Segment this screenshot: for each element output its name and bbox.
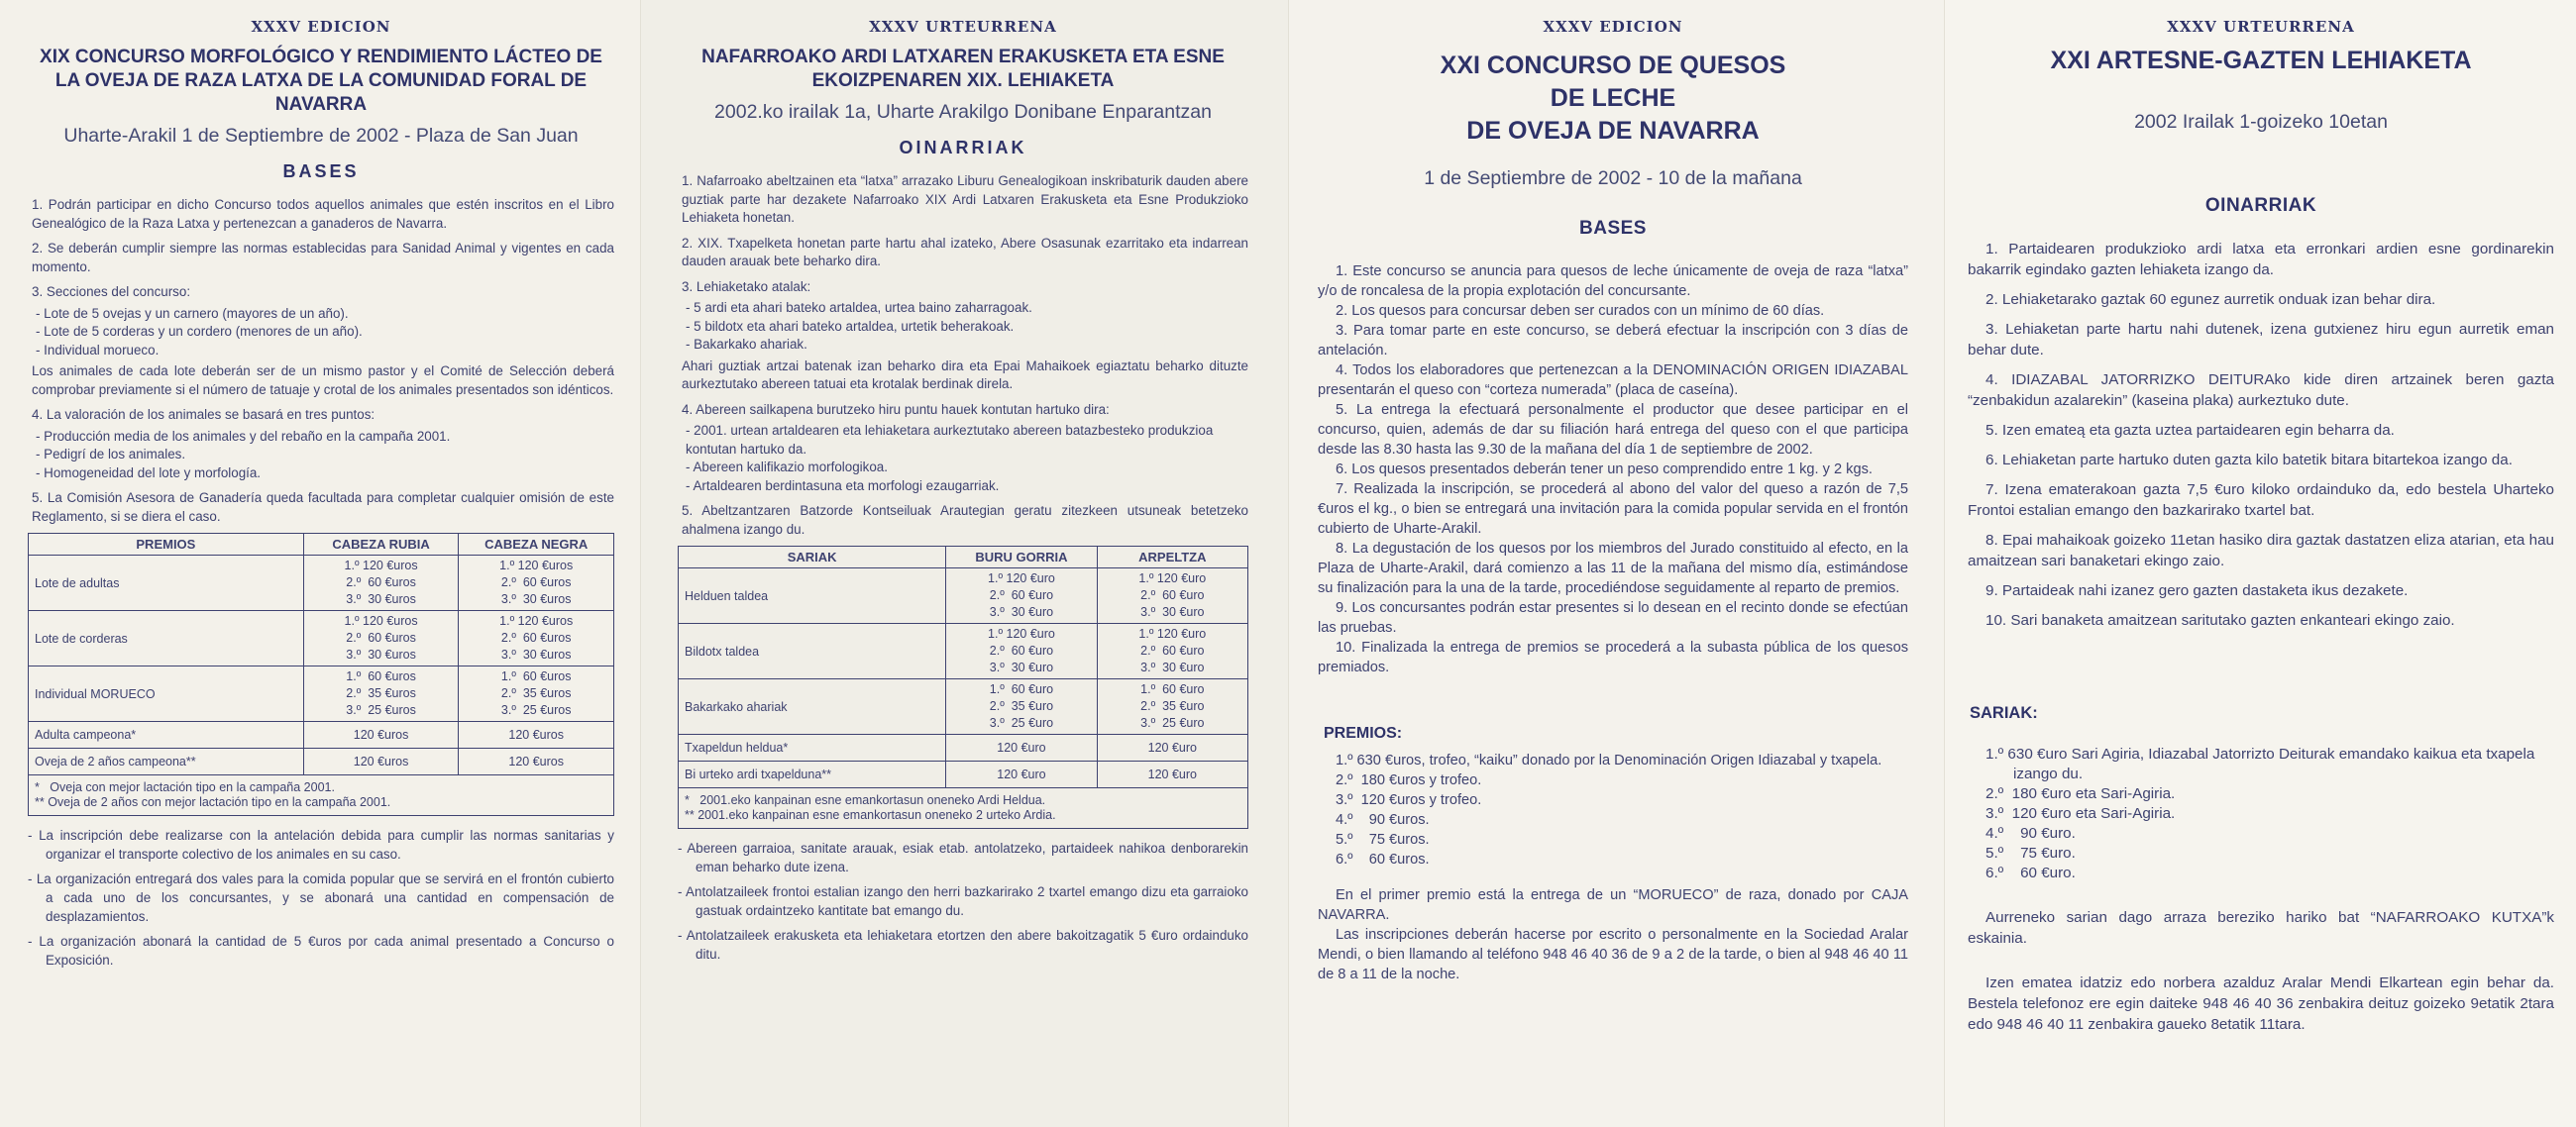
rule-note: Los animales de cada lote deberán ser de un mismo pastor y el Comité de Selección deberá comprobar previamente si el número de tatuaje y crotal de los animales presentados son idénticos. <box>32 363 614 397</box>
sari-item: 4.º 90 €uro. <box>1986 825 2076 842</box>
prize-amount: 120 €uro <box>1097 735 1247 762</box>
sub-item: - Producción media de los animales y del rebaño en la campaña 2001. <box>36 428 451 444</box>
prize-amount: 120 €uro <box>946 735 1097 762</box>
rule-item: 2. Lehiaketarako gaztak 60 egunez aurretik onduak izan behar dira. <box>1986 291 2436 308</box>
sariak-heading: SARIAK: <box>1970 704 2038 722</box>
note-item: - Abereen garraioa, sanitate arauak, esiak etab. antolatzeko, partaideek nahikoa denborarekin eman beharko dute izena. <box>678 841 1248 874</box>
panel-basque-gazta <box>1944 0 2576 1127</box>
rule-item: 8. Epai mahaikoak goizeko 11etan hasiko dira gaztak dastatzen eliza atarian, eta hau amaitzean sari banaketari ekingo zaio. <box>1968 532 2554 569</box>
table-row <box>679 762 1248 788</box>
rule-note: Ahari guztiak artzai batenak izan beharko dira eta Epai Mahaikoek egiaztatu beharko dituzte aurkeztutako abereen tatuai eta krotalak berdinak direla. <box>682 358 1248 391</box>
table-header: PREMIOS <box>29 534 304 556</box>
panel-title: NAFARROAKO ARDI LATXAREN ERAKUSKETA ETA ESNE EKOIZPENAREN XIX. LEHIAKETA <box>701 47 1225 91</box>
rule-item: 9. Los concursantes podrán estar presentes si lo desean en el recinto donde se efectúan las pruebas. <box>1318 600 1908 636</box>
table-footnote: * 2001.eko kanpainan esne emankortasun oneneko Ardi Heldua. ** 2001.eko kanpainan esne emankortasun oneneko 2 urteko Ardia. <box>679 788 1248 829</box>
rule-item: 1. Nafarroako abeltzainen eta “latxa” arrazako Liburu Genealogikoan inskribaturik dauden abere guztiak parte har dezakete Nafarroako XIX Ardi Latxaren Erakusketa eta Esne Produkzioko Lehiaketa honetan. <box>682 173 1248 225</box>
table-footnote: * Oveja con mejor lactación tipo en la campaña 2001. ** Oveja de 2 años con mejor lactación tipo en la campaña 2001. <box>29 775 614 816</box>
sari-item: 5.º 75 €uro. <box>1986 845 2076 862</box>
prize-amount: 1.º 120 €uros 2.º 60 €uros 3.º 30 €uros <box>303 611 459 666</box>
rule-item: 2. Los quesos para concursar deben ser curados con un mínimo de 60 días. <box>1336 303 1825 319</box>
rule-item: 4. Abereen sailkapena burutzeko hiru puntu hauek kontutan hartuko dira: - 2001. urtean artaldearen eta lehiaketara aurkeztutako abereen batazbesteko produkzioa kontutan hartuko da. - Abereen kalifikazio morfologikoa. - Artaldearen berdintasuna eta morfologi ezaugarriak. <box>678 401 1248 496</box>
rule-item: 3. Lehiaketako atalak: - 5 ardi eta ahari bateko artaldea, urtea baino zaharragoak. - 5 bildotx eta ahari bateko artaldea, urtetik beherakoak. - Bakarkako ahariak. Ahari guztiak artzai batenak izan beharko dira eta Epai Mahaikoek egiaztatu beharko dituzte aurkeztutako abereen tatuai eta krotalak berdinak direla. <box>678 278 1248 394</box>
prize-category: Bildotx taldea <box>679 624 946 679</box>
panel-title: XIX CONCURSO MORFOLÓGICO Y RENDIMIENTO LÁCTEO DE LA OVEJA DE RAZA LATXA DE LA COMUNIDAD FORAL DE NAVARRA <box>40 47 602 115</box>
prize-category: Lote de corderas <box>29 611 304 666</box>
prize-amount: 1.º 120 €uro 2.º 60 €uro 3.º 30 €uro <box>946 624 1097 679</box>
panel-title <box>1318 50 1908 148</box>
prize-category: Individual MORUECO <box>29 666 304 722</box>
table-row <box>29 722 614 749</box>
rule-item: 3. Para tomar parte en este concurso, se deberá efectuar la inscripción con 3 días de antelación. <box>1318 323 1908 359</box>
panel-title: XXI ARTESNE-GAZTEN LEHIAKETA <box>2050 47 2472 74</box>
rule-item: 3. Secciones del concurso: - Lote de 5 ovejas y un carnero (mayores de un año). - Lote de 5 corderas y un cordero (menores de un año). - Individual morueco. Los animales de cada lote deberán ser de un mismo pastor y el Comité de Selección deberá comprobar previamente si el número de tatuaje y crotal de los animales presentados son idénticos. <box>28 283 614 399</box>
rules-list <box>1318 261 1908 677</box>
prize-amount: 1.º 60 €uros 2.º 35 €uros 3.º 25 €uros <box>303 666 459 722</box>
prize-amount: 1.º 60 €uro 2.º 35 €uro 3.º 25 €uro <box>1097 679 1247 735</box>
prize-amount: 1.º 120 €uros 2.º 60 €uros 3.º 30 €uros <box>459 556 614 611</box>
prize-category: Helduen taldea <box>679 568 946 624</box>
table-header: BURU GORRIA <box>946 547 1097 568</box>
table-header: ARPELTZA <box>1097 547 1247 568</box>
sari-item: 1.º 630 €uro Sari Agiria, Idiazabal Jatorrizto Deiturak emandako kaikua eta txapela izango du. <box>1986 746 2535 782</box>
sub-item: - Lote de 5 ovejas y un carnero (mayores de un año). <box>36 305 349 321</box>
premio-item: 6.º 60 €uros. <box>1336 852 1430 868</box>
premio-item: 5.º 75 €uros. <box>1336 832 1430 848</box>
rule-item: 7. Realizada la inscripción, se procederá al abono del valor del queso a razón de 7,5 €uros el kg., o bien se entregará una invitación para la comida popular servida en el frontón cubierto de Uharte-Arakil. <box>1318 481 1908 537</box>
sub-item: - Pedigrí de los animales. <box>36 447 186 461</box>
prize-amount: 1.º 120 €uros 2.º 60 €uros 3.º 30 €uros <box>459 611 614 666</box>
table-row <box>679 735 1248 762</box>
panel-spanish-concurso <box>0 0 640 1127</box>
premio-item: 3.º 120 €uros y trofeo. <box>1336 792 1482 808</box>
panel-subtitle: Uharte-Arakil 1 de Septiembre de 2002 - Plaza de San Juan <box>63 125 579 147</box>
prize-amount: 1.º 60 €uro 2.º 35 €uro 3.º 25 €uro <box>946 679 1097 735</box>
paragraph: Izen ematea idatziz edo norbera azalduz Aralar Mendi Elkartean egin behar da. Bestela telefonoz ere egin daiteke 948 46 40 36 zenbakira deituz goizeko 9etatik 2tara edo 948 46 40 11 zenbakira gaueko 8etatik 11tara. <box>1968 974 2554 1033</box>
sub-item: - Homogeneidad del lote y morfología. <box>36 464 262 480</box>
sub-list <box>682 299 1248 355</box>
rule-item: 6. Los quesos presentados deberán tener un peso comprendido entre 1 kg. y 2 kgs. <box>1336 461 1873 477</box>
table-row <box>29 775 614 816</box>
section-heading: BASES <box>282 161 360 181</box>
rule-item: 10. Sari banaketa amaitzean saritutako gazten enkanteari ekingo zaio. <box>1986 612 2455 629</box>
prize-amount: 120 €uros <box>303 722 459 749</box>
panel-basque-erakusketa <box>640 0 1288 1127</box>
panel-subtitle: 2002 Irailak 1-goizeko 10etan <box>2134 111 2388 133</box>
table-row <box>679 788 1248 829</box>
rule-item: 5. Izen emateą eta gazta uztea partaidearen egin beharra da. <box>1986 422 2395 439</box>
prize-category: Bi urteko ardi txapelduna** <box>679 762 946 788</box>
table-header: CABEZA RUBIA <box>303 534 459 556</box>
prize-amount: 120 €uros <box>459 749 614 775</box>
edition-label: XXXV URTEURRENA <box>869 18 1057 36</box>
rule-item: 1. Este concurso se anuncia para quesos de leche únicamente de oveja de raza “latxa” y/o de roncalesa de la propia explotación del concursante. <box>1318 263 1908 299</box>
sub-list <box>682 422 1248 495</box>
prize-amount: 1.º 120 €uros 2.º 60 €uros 3.º 30 €uros <box>303 556 459 611</box>
panel-spanish-quesos <box>1288 0 1944 1127</box>
title-line: XXI CONCURSO DE QUESOS <box>1440 51 1786 79</box>
extra-notes <box>678 839 1248 964</box>
sub-item: - 5 bildotx eta ahari bateko artaldea, urtetik beherakoak. <box>686 318 1015 334</box>
title-line: DE LECHE <box>1550 84 1676 112</box>
prize-amount: 1.º 120 €uro 2.º 60 €uro 3.º 30 €uro <box>1097 568 1247 624</box>
rule-item: 6. Lehiaketan parte hartuko duten gazta kilo batetik bitara bitartekoa izango da. <box>1986 452 2513 468</box>
note-item: - Antolatzaileek frontoi estalian izango den herri bazkarirako 2 txartel emango dizu eta garraioko gastuak ordaintzeko kantitate bat emango du. <box>678 884 1248 918</box>
premios-list <box>1318 751 1908 870</box>
sariak-list <box>1968 745 2554 883</box>
prize-category: Adulta campeona* <box>29 722 304 749</box>
prize-category: Txapeldun heldua* <box>679 735 946 762</box>
sub-item: - Lote de 5 corderas y un cordero (menores de un año). <box>36 324 363 339</box>
premios-heading: PREMIOS: <box>1324 725 1403 742</box>
sub-item: - Artaldearen berdintasuna eta morfologi ezaugarriak. <box>686 477 1000 493</box>
sub-list <box>32 305 614 360</box>
note-item: - La inscripción debe realizarse con la antelación debida para cumplir las normas sanitarias y organizar el transporte colectivo de los animales en su caso. <box>28 828 614 862</box>
rule-item: 2. XIX. Txapelketa honetan parte hartu ahal izateko, Abere Osasunak ezarritako eta indarrean dauden arauak bete beharko dira. <box>682 235 1248 268</box>
section-heading: BASES <box>1579 218 1647 239</box>
rules-list <box>678 172 1248 539</box>
edition-label: XXXV EDICION <box>1543 18 1683 36</box>
paragraph: En el primer premio está la entrega de un “MORUECO” de raza, donado por CAJA NAVARRA. <box>1318 887 1908 923</box>
premio-item: 4.º 90 €uros. <box>1336 812 1430 828</box>
prize-amount: 120 €uros <box>459 722 614 749</box>
prizes-table <box>678 546 1248 829</box>
prize-category: Lote de adultas <box>29 556 304 611</box>
rules-list <box>28 196 614 526</box>
rule-item: 7. Izena ematerakoan gazta 7,5 €uro kiloko ordainduko da, edo bestela Uharteko Frontoi estalian emango den bazkarirako txartel bat. <box>1968 481 2554 519</box>
prize-amount: 1.º 120 €uro 2.º 60 €uro 3.º 30 €uro <box>1097 624 1247 679</box>
fold-line <box>640 0 641 1127</box>
sub-item: - 2001. urtean artaldearen eta lehiaketara aurkeztutako abereen batazbesteko produkzioa kontutan hartuko da. <box>686 423 1214 457</box>
table-header: SARIAK <box>679 547 946 568</box>
prize-category: Oveja de 2 años campeona** <box>29 749 304 775</box>
rule-item: 1. Podrán participar en dicho Concurso todos aquellos animales que estén inscritos en el Libro Genealógico de la Raza Latxa y pertenezcan a ganaderos de Navarra. <box>32 197 614 231</box>
rule-item: 3. Lehiaketan parte hartu nahi dutenek, izena gutxienez hiru egun aurretik eman behar dute. <box>1968 321 2554 359</box>
paragraph: Las inscripciones deberán hacerse por escrito o personalmente en la Sociedad Aralar Mendi, o bien llamando al teléfono 948 46 40 36 de 9 a 2 de la tarde, o bien al 948 46 40 11 de 8 a 11 de la noche. <box>1318 927 1908 982</box>
rule-item: 5. La entrega la efectuará personalmente el productor que desee participar en el concurso, quien, además de dar su filiación hará entrega del queso con el que participa desde las 8.30 hasta las 9.30 de la mañana del día 1 de septiembre de 2002. <box>1318 402 1908 458</box>
rule-item: 4. La valoración de los animales se basará en tres puntos: - Producción media de los animales y del rebaño en la campaña 2001. - Pedigrí de los animales. - Homogeneidad del lote y morfología. <box>28 406 614 482</box>
prize-amount: 120 €uros <box>303 749 459 775</box>
table-row <box>679 624 1248 679</box>
panel-subtitle: 1 de Septiembre de 2002 - 10 de la mañana <box>1424 167 1802 189</box>
table-row <box>29 556 614 611</box>
prize-amount: 1.º 60 €uros 2.º 35 €uros 3.º 25 €uros <box>459 666 614 722</box>
sub-item: - Individual morueco. <box>36 342 160 358</box>
rules-list <box>1968 239 2554 631</box>
prizes-table <box>28 533 614 816</box>
rule-item: 8. La degustación de los quesos por los miembros del Jurado constituido al efecto, en la Plaza de Uharte-Arakil, dará comienzo a las 11 de la mañana del mismo día, estimándose su finalización para la una de la tarde, procediéndose seguidamente al reparto de premios. <box>1318 541 1908 596</box>
table-row <box>679 679 1248 735</box>
prize-amount: 120 €uro <box>1097 762 1247 788</box>
sari-item: 3.º 120 €uro eta Sari-Agiria. <box>1986 805 2176 822</box>
table-row <box>679 568 1248 624</box>
panel-subtitle: 2002.ko irailak 1a, Uharte Arakilgo Donibane Enparantzan <box>714 101 1212 123</box>
rule-item: 9. Partaideak nahi izanez gero gazten dastaketa ikus dezakete. <box>1986 582 2409 599</box>
sari-item: 2.º 180 €uro eta Sari-Agiria. <box>1986 785 2176 802</box>
table-row <box>29 666 614 722</box>
rule-item: 5. La Comisión Asesora de Ganadería queda facultada para completar cualquier omisión de este Reglamento, si se diera el caso. <box>32 490 614 524</box>
section-heading: OINARRIAK <box>2204 195 2317 216</box>
section-heading: OINARRIAK <box>899 138 1027 157</box>
table-row <box>29 749 614 775</box>
title-line: DE OVEJA DE NAVARRA <box>1466 117 1760 145</box>
sub-item: - 5 ardi eta ahari bateko artaldea, urtea baino zaharragoak. <box>686 300 1032 315</box>
extra-notes <box>28 826 614 970</box>
prize-amount: 120 €uro <box>946 762 1097 788</box>
note-item: - La organización abonará la cantidad de 5 €uros por cada animal presentado a Concurso o Exposición. <box>28 934 614 968</box>
rule-item: 5. Abeltzantzaren Batzorde Kontseiluak Arautegian geratu zitezkeen utsuneak betetzeko ahalmena izango du. <box>682 503 1248 537</box>
sub-item: - Abereen kalifikazio morfologikoa. <box>686 460 888 474</box>
rule-item: 4. IDIAZABAL JATORRIZKO DEITURAko kide diren artzainek beren gazta “zenbakidun azalarekin” (kaseina plaka) aurkeztuko dute. <box>1968 371 2554 409</box>
rule-item: 1. Partaidearen produkzioko ardi latxa eta erronkari ardien esne gordinarekin bakarrik egindako gazten lehiaketa izango da. <box>1968 241 2554 278</box>
prize-category: Bakarkako ahariak <box>679 679 946 735</box>
premio-item: 1.º 630 €uros, trofeo, “kaiku” donado por la Denominación Origen Idiazabal y txapela. <box>1336 753 1882 768</box>
rule-item: 2. Se deberán cumplir siempre las normas establecidas para Sanidad Animal y vigentes en cada momento. <box>32 241 614 274</box>
sub-item: - Bakarkako ahariak. <box>686 337 807 352</box>
edition-label: XXXV EDICION <box>251 18 391 36</box>
table-row <box>29 611 614 666</box>
sari-item: 6.º 60 €uro. <box>1986 865 2076 881</box>
rule-item: 10. Finalizada la entrega de premios se procederá a la subasta pública de los quesos premiados. <box>1318 640 1908 675</box>
table-header: CABEZA NEGRA <box>459 534 614 556</box>
fold-line <box>1944 0 1945 1127</box>
edition-label: XXXV URTEURRENA <box>2167 18 2355 36</box>
note-item: - La organización entregará dos vales para la comida popular que se servirá en el frontón cubierto a cada uno de los concursantes, y se abonará una cantidad en compensación de desplazamientos. <box>28 871 614 924</box>
rule-item: 4. Todos los elaboradores que pertenezcan a la DENOMINACIÓN ORIGEN IDIAZABAL presentarán el queso con “corteza numerada” (placa de caseína). <box>1318 362 1908 398</box>
prize-amount: 1.º 120 €uro 2.º 60 €uro 3.º 30 €uro <box>946 568 1097 624</box>
paragraph: Aurreneko sarian dago arraza bereziko hariko bat “NAFARROAKO KUTXA”k eskainia. <box>1968 909 2554 947</box>
premio-item: 2.º 180 €uros y trofeo. <box>1336 772 1482 788</box>
fold-line <box>1288 0 1289 1127</box>
sub-list <box>32 428 614 483</box>
note-item: - Antolatzaileek erakusketa eta lehiaketara etortzen den abere bakoitzagatik 5 €uro ordainduko ditu. <box>678 928 1248 962</box>
